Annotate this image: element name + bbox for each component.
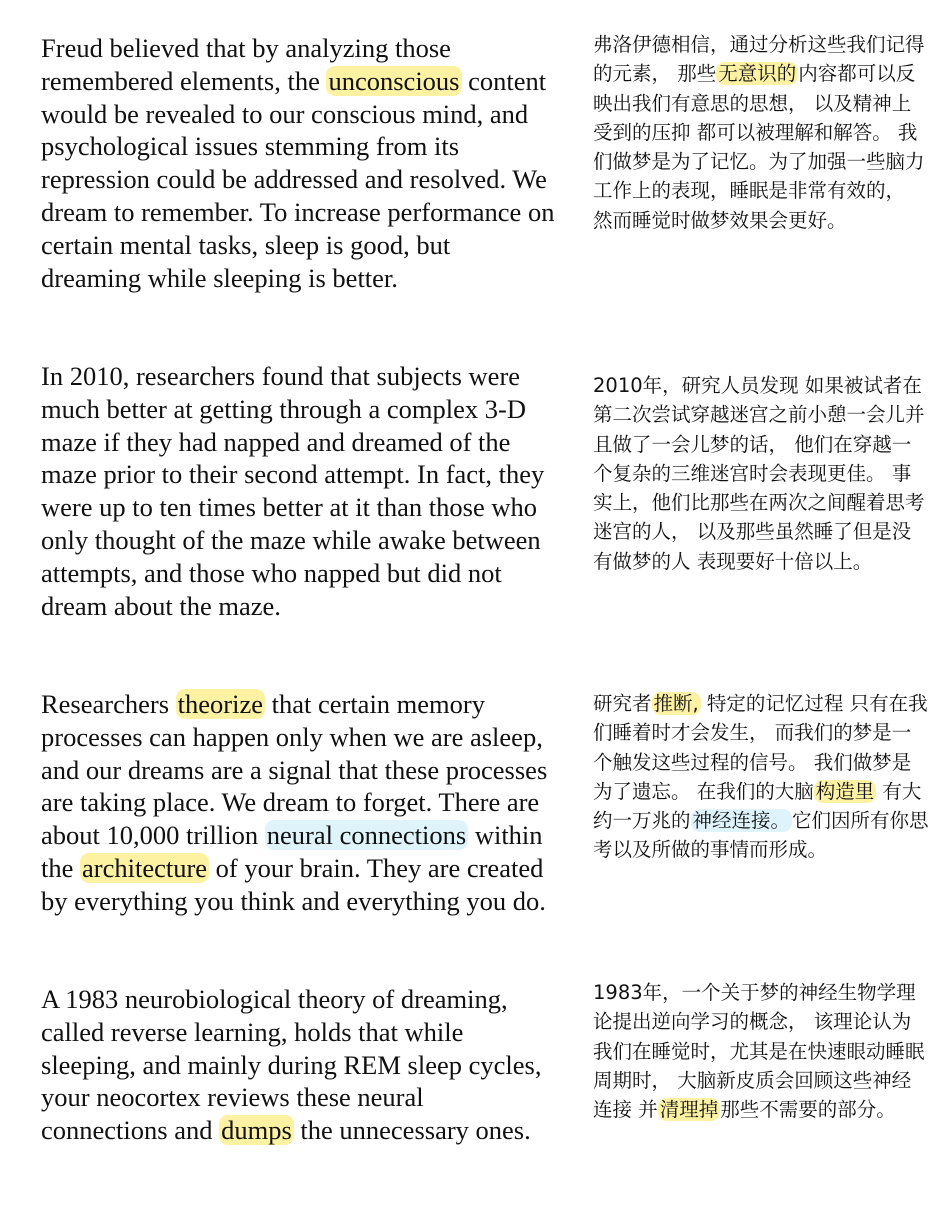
en-text: within the	[41, 820, 543, 883]
en-text: Freud believed that by analyzing those remembered elements, the	[41, 33, 451, 96]
highlight-neural-connections: neural connections	[266, 820, 467, 851]
highlight-shenjing-lianjie: 神经连接。	[692, 809, 791, 833]
highlight-gouzaoli: 构造里	[815, 779, 875, 803]
en-text: Researchers	[41, 689, 176, 719]
english-paragraph-1	[41, 32, 556, 294]
highlight-wuyishi: 无意识的	[718, 62, 797, 86]
en-text: A 1983 neurobiological theory of dreaming, called reverse learning, holds that while sleeping, and mainly during REM sleep cycles, your neocortex reviews these neural connections and	[41, 984, 542, 1146]
zh-text: 2010年，研究人员发现 如果被试者在第二次尝试穿越迷宫之前小憩一会儿并且做了一会儿梦的话， 他们在穿越一个复杂的三维迷宫时会表现更佳。 事实上，他们比那些在两次之间醒着思考迷宫的人， 以及那些虽然睡了但是没有做梦的人 表现要好十倍以上。	[593, 374, 925, 573]
zh-text: 那些不需要的部分。	[720, 1098, 896, 1122]
en-text: In 2010, researchers found that subjects were much better at getting through a complex 3-D maze if they had napped and dreamed of the maze prior to their second attempt. In fact, they were up to ten times better at it than those who only thought of the maze while awake between attempts, and those who napped but did not dream about the maze.	[41, 361, 545, 621]
english-paragraph-4	[41, 983, 556, 1147]
zh-text: 特定的记忆过程 只有在我们睡着时才会发生， 而我们的梦是一个触发这些过程的信号。 我们做梦是为了遗忘。 在我们的大脑	[593, 692, 928, 803]
chinese-paragraph-1	[593, 30, 930, 235]
zh-text: 它们因所有你思考以及所做的事情而形成。	[593, 809, 929, 862]
chinese-paragraph-4	[593, 978, 930, 1124]
highlight-tuiduan: 推断,	[653, 692, 699, 715]
zh-text: 研究者	[593, 692, 652, 715]
english-paragraph-3	[41, 688, 556, 918]
highlight-dumps: dumps	[221, 1115, 292, 1146]
en-text: that certain memory processes can happen only when we are asleep, and our dreams are a signal that these processes are taking place. We dream to forget. There are about 10,000 trillion	[41, 689, 548, 851]
highlight-qinglidiao: 清理掉	[659, 1098, 719, 1122]
en-text: the unnecessary ones.	[293, 1115, 531, 1146]
zh-text: 内容都可以反映出我们有意思的思想， 以及精神上受到的压抑 都可以被理解和解答。 我们做梦是为了记忆。为了加强一些脑力工作上的表现，睡眠是非常有效的， 然而睡觉时做梦效果会更好。	[593, 62, 925, 232]
en-text: content would be revealed to our conscious mind, and psychological issues stemming from its repression could be addressed and resolved. We dream to remember. To increase performance on certain mental tasks, sleep is good, but dreaming while sleeping is better.	[41, 65, 555, 293]
zh-text: 弗洛伊德相信，通过分析这些我们记得的元素， 那些	[593, 33, 925, 86]
chinese-paragraph-3	[593, 689, 930, 865]
english-paragraph-2	[41, 360, 556, 622]
en-text: of your brain. They are created by everything you think and everything you do.	[41, 852, 546, 916]
chinese-paragraph-2	[593, 371, 930, 576]
highlight-unconscious: unconscious	[328, 65, 460, 96]
zh-text: 有大约一万兆的	[593, 779, 922, 833]
highlight-theorize: theorize	[177, 689, 263, 719]
highlight-architecture: architecture	[82, 852, 208, 883]
zh-text: 1983年，一个关于梦的神经生物学理论提出逆向学习的概念， 该理论认为我们在睡觉时，尤其是在快速眼动睡眠周期时， 大脑新皮质会回顾这些神经连接 并	[593, 981, 925, 1122]
